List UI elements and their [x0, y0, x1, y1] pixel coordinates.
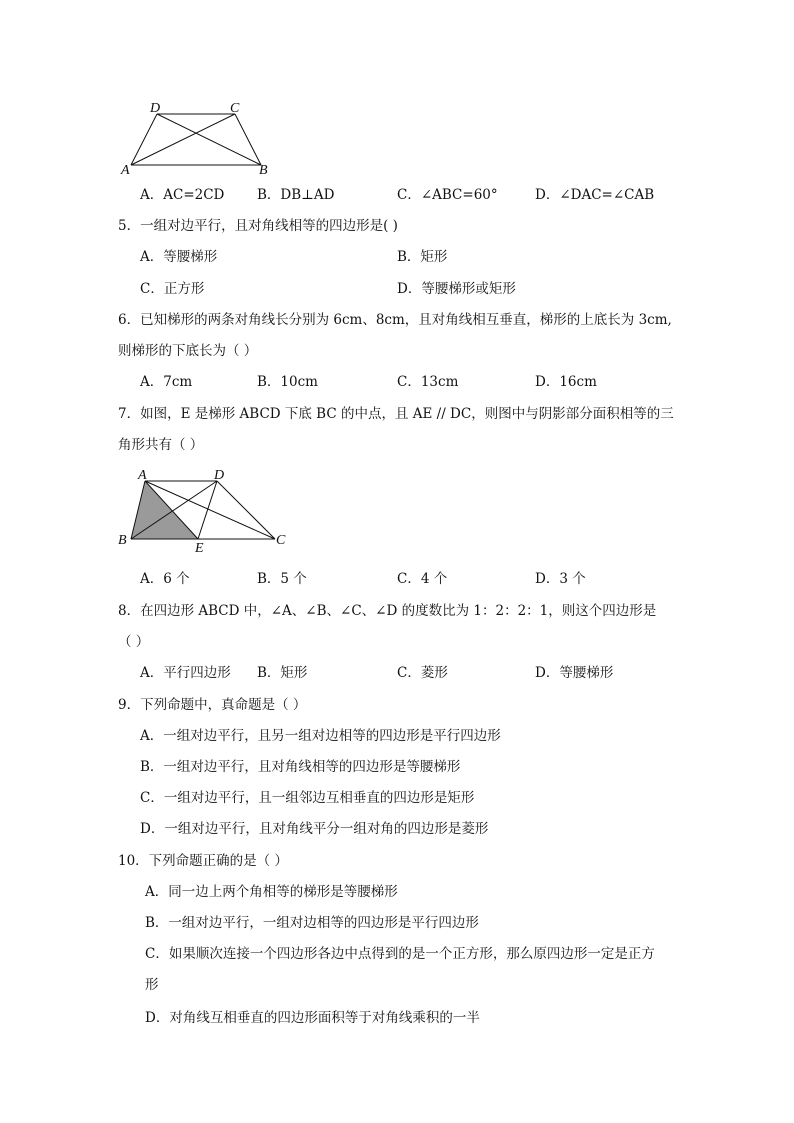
q9-option-a: A．一组对边平行，且另一组对边相等的四边形是平行四边形 [140, 728, 501, 744]
q5-option-d: D．等腰梯形或矩形 [397, 281, 516, 297]
q4-option-d: D．∠DAC=∠CAB [535, 187, 655, 203]
diagonal-bd [157, 114, 261, 165]
q4-option-a: A．AC=2CD [140, 187, 225, 203]
label-b: B [259, 163, 268, 178]
q4-option-c: C．∠ABC=60° [397, 187, 498, 203]
q8-option-d: D．等腰梯形 [535, 665, 614, 681]
q8-option-c: C．菱形 [397, 665, 448, 681]
q5-option-a: A．等腰梯形 [140, 249, 218, 265]
label-c: C [230, 101, 240, 116]
q6-stem-line1: 6．已知梯形的两条对角线长分别为 6cm、8cm，且对角线相互垂直，梯形的上底长为 3cm, [118, 312, 672, 328]
q10-option-d: D．对角线互相垂直的四边形面积等于对角线乘积的一半 [145, 1010, 480, 1026]
q6-option-a: A．7cm [140, 374, 193, 390]
q5-stem: 5．一组对边平行，且对角线相等的四边形是( ) [118, 218, 398, 234]
q7-option-a: A．6 个 [140, 571, 190, 587]
q7-option-d: D．3 个 [535, 571, 586, 587]
q6-option-c: C．13cm [397, 374, 459, 390]
segment-de [198, 481, 217, 539]
q8-option-a: A．平行四边形 [140, 665, 231, 681]
q4-option-b: B．DB⊥AD [257, 187, 335, 203]
q6-stem-line2: 则梯形的下底长为（ ） [118, 343, 258, 359]
q10-stem: 10．下列命题正确的是（ ） [118, 853, 288, 869]
q7-option-c: C．4 个 [397, 571, 448, 587]
q6-option-b: B．10cm [257, 374, 318, 390]
segment-dc [217, 481, 275, 539]
q8-option-b: B．矩形 [257, 665, 308, 681]
label-a: A [121, 163, 130, 178]
q7-stem-line2: 角形共有（ ） [118, 437, 204, 453]
label-d: D [214, 468, 225, 483]
q10-option-b: B．一组对边平行，一组对边相等的四边形是平行四边形 [145, 915, 479, 931]
q8-stem-line2: （ ） [118, 634, 150, 650]
trapezoid-figure-1 [115, 98, 280, 180]
q10-option-a: A．同一边上两个角相等的梯形是等腰梯形 [145, 884, 398, 900]
segment-ad [131, 114, 157, 165]
q10-option-c-continued: 形 [145, 977, 159, 993]
label-a: A [138, 468, 147, 483]
q7-option-b: B．5 个 [257, 571, 307, 587]
label-c: C [276, 533, 286, 548]
q8-stem-line1: 8．在四边形 ABCD 中，∠A、∠B、∠C、∠D 的度数比为 1：2：2：1，则这个四边形是 [118, 603, 657, 619]
q7-stem-line1: 7．如图，E 是梯形 ABCD 下底 BC 的中点，且 AE // DC，则图中与阴影部分面积相等的三 [118, 406, 674, 422]
q9-option-b: B．一组对边平行，且对角线相等的四边形是等腰梯形 [140, 759, 461, 775]
label-b: B [118, 533, 127, 548]
segment-bc [235, 114, 261, 165]
q5-option-b: B．矩形 [397, 249, 448, 265]
diagonal-ac [131, 114, 235, 165]
q5-option-c: C．正方形 [140, 281, 205, 297]
q9-option-c: C．一组对边平行，且一组邻边互相垂直的四边形是矩形 [140, 790, 475, 806]
q9-stem: 9．下列命题中，真命题是（ ） [118, 697, 307, 713]
q10-option-c: C．如果顺次连接一个四边形各边中点得到的是一个正方形，那么原四边形一定是正方 [145, 946, 655, 962]
q9-option-d: D．一组对边平行，且对角线平分一组对角的四边形是菱形 [140, 821, 489, 837]
q6-option-d: D．16cm [535, 374, 597, 390]
label-e: E [195, 541, 204, 555]
trapezoid-figure-2 [113, 463, 293, 555]
label-d: D [150, 101, 161, 116]
